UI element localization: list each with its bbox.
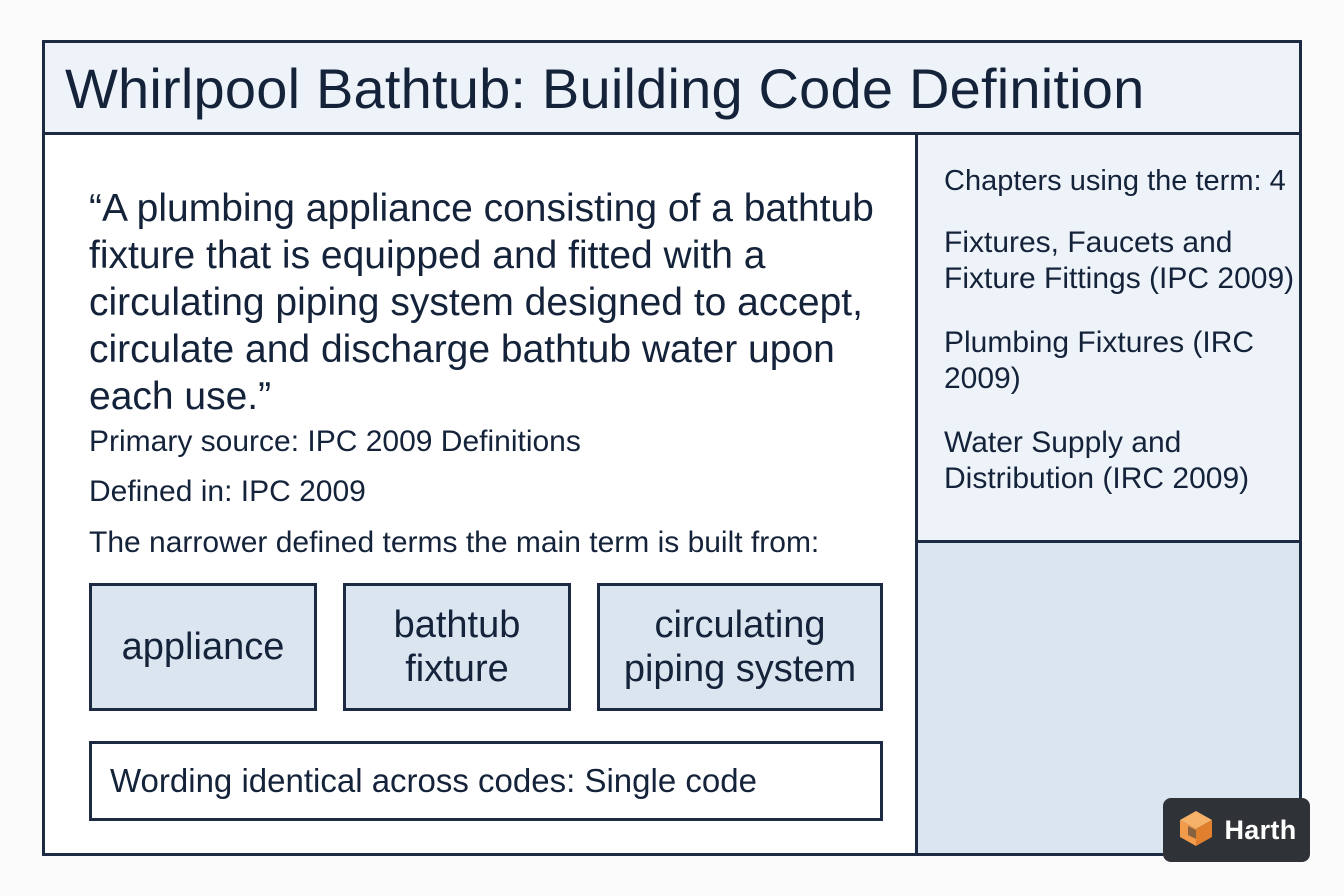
- narrower-terms-row: [89, 583, 883, 711]
- definition-card: [42, 40, 1302, 856]
- harth-watermark: [1163, 798, 1310, 862]
- definition-quote: “A plumbing appliance consisting of a bathtub fixture that is equipped and fitted with a circulating piping system designed to accept, circulate and discharge bathtub water upon each use.”: [89, 187, 874, 418]
- watermark-text: Harth: [1224, 814, 1297, 845]
- chapters-count: Chapters using the term: 4: [944, 165, 1286, 197]
- chapter-item: Water Supply and Distribution (IRC 2009): [944, 426, 1250, 495]
- wording-note: Wording identical across codes: Single code: [110, 762, 757, 799]
- chapter-item: Plumbing Fixtures (IRC 2009): [944, 326, 1255, 395]
- term-box-bathtub-fixture: bathtub fixture: [343, 583, 571, 711]
- term-box-appliance: appliance: [89, 583, 317, 711]
- primary-source: Primary source: IPC 2009 Definitions: [89, 425, 581, 458]
- chapters-panel: [918, 135, 1299, 543]
- cube-logo-icon: [1176, 808, 1216, 853]
- chapters-list: [944, 225, 1304, 525]
- defined-in: Defined in: IPC 2009: [89, 475, 366, 508]
- main-panel: [45, 135, 915, 853]
- wording-note-box: [89, 741, 883, 821]
- sidebar: [915, 135, 1299, 853]
- card-header: [45, 43, 1299, 135]
- narrower-terms-label: The narrower defined terms the main term is built from:: [89, 526, 820, 559]
- page-title: Whirlpool Bathtub: Building Code Definition: [65, 57, 1145, 120]
- chapter-item: Fixtures, Faucets and Fixture Fittings (IPC 2009): [944, 226, 1295, 295]
- term-box-circulating-piping-system: circulating piping system: [597, 583, 883, 711]
